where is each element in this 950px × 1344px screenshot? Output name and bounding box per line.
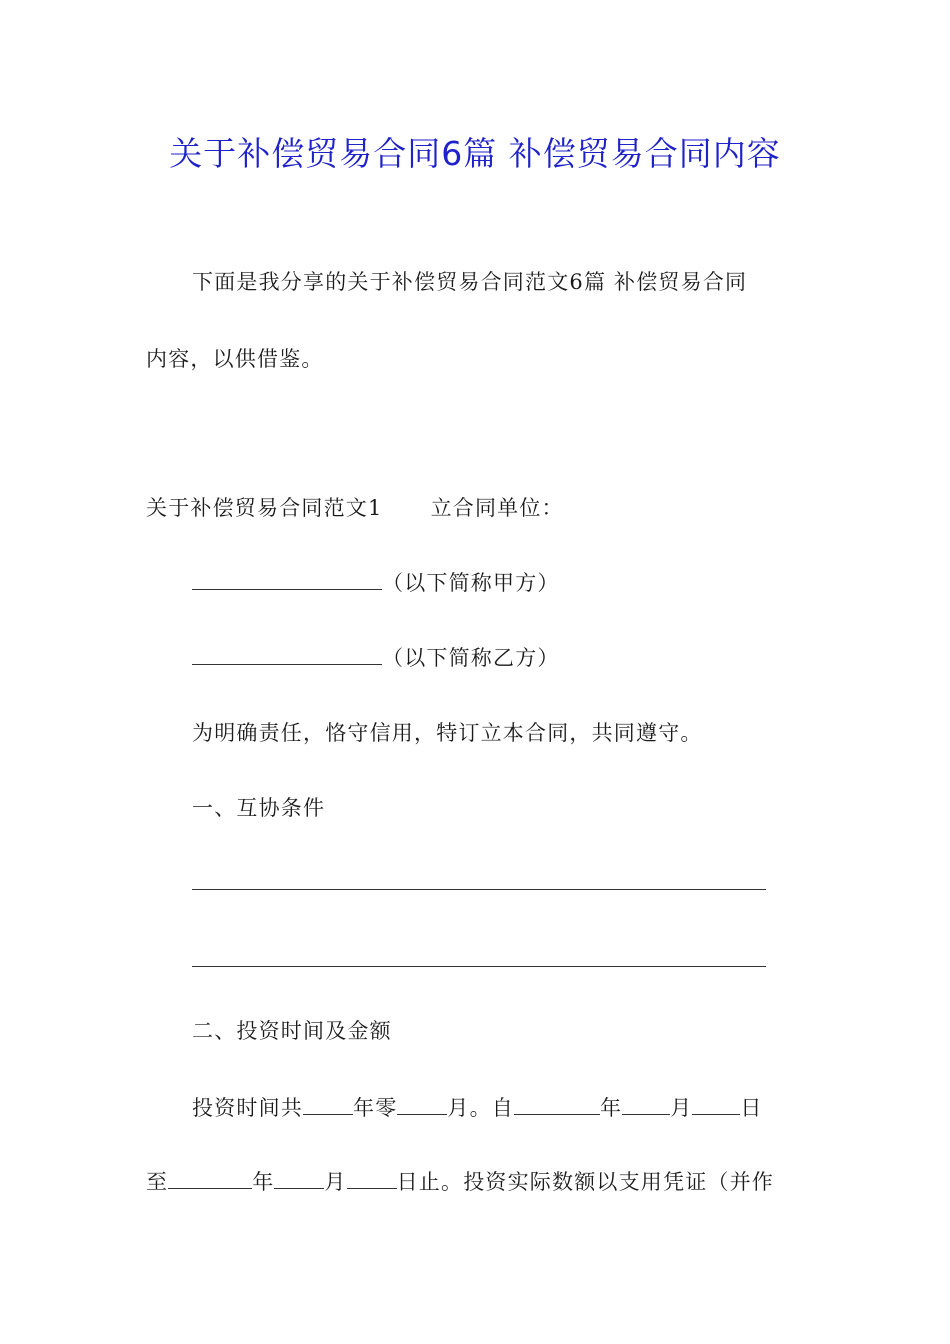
text-segment: 至 xyxy=(146,1170,169,1194)
clause-1-blank-line-1 xyxy=(192,889,766,890)
party-a-blank xyxy=(192,569,382,590)
start-year-blank xyxy=(514,1094,600,1115)
clause-2-heading: 二、投资时间及金额 xyxy=(192,1019,392,1043)
years-blank xyxy=(303,1094,353,1115)
party-b-blank xyxy=(192,644,382,665)
text-segment: 日 xyxy=(740,1096,763,1120)
intro-line-1: 下面是我分享的关于补偿贸易合同范文6篇 补偿贸易合同 xyxy=(192,270,748,294)
clause-2-line-1 xyxy=(192,1093,763,1123)
start-day-blank xyxy=(692,1094,740,1115)
text-segment: 月 xyxy=(670,1096,693,1120)
text-segment: 年零 xyxy=(353,1096,398,1120)
intro-line-2: 内容，以供借鉴。 xyxy=(146,347,324,371)
preamble: 为明确责任，恪守信用，特订立本合同，共同遵守。 xyxy=(192,721,703,745)
clause-1-heading: 一、互协条件 xyxy=(192,796,326,820)
party-b-label: （以下简称乙方） xyxy=(382,646,560,670)
text-segment: 日止。投资实际数额以支用凭证（并作 xyxy=(396,1170,775,1194)
text-segment: 年 xyxy=(600,1096,623,1120)
party-b-row xyxy=(192,643,560,673)
party-a-label: （以下简称甲方） xyxy=(382,571,560,595)
end-day-blank xyxy=(347,1168,397,1189)
end-month-blank xyxy=(274,1168,324,1189)
section-1-heading-row xyxy=(146,493,564,523)
clause-1-blank-line-2 xyxy=(192,966,766,967)
text-segment: 月。自 xyxy=(447,1096,515,1120)
text-segment: 投资时间共 xyxy=(192,1096,303,1120)
months-blank xyxy=(397,1094,447,1115)
section-1-heading: 关于补偿贸易合同范文1 xyxy=(146,496,383,520)
end-year-blank xyxy=(168,1168,252,1189)
clause-2-line-2 xyxy=(146,1167,774,1197)
party-a-row xyxy=(192,568,560,598)
text-segment: 年 xyxy=(252,1170,275,1194)
start-month-blank xyxy=(622,1094,670,1115)
text-segment: 月 xyxy=(324,1170,347,1194)
parties-label: 立合同单位： xyxy=(430,496,564,520)
document-title: 关于补偿贸易合同6篇 补偿贸易合同内容 xyxy=(169,134,781,173)
